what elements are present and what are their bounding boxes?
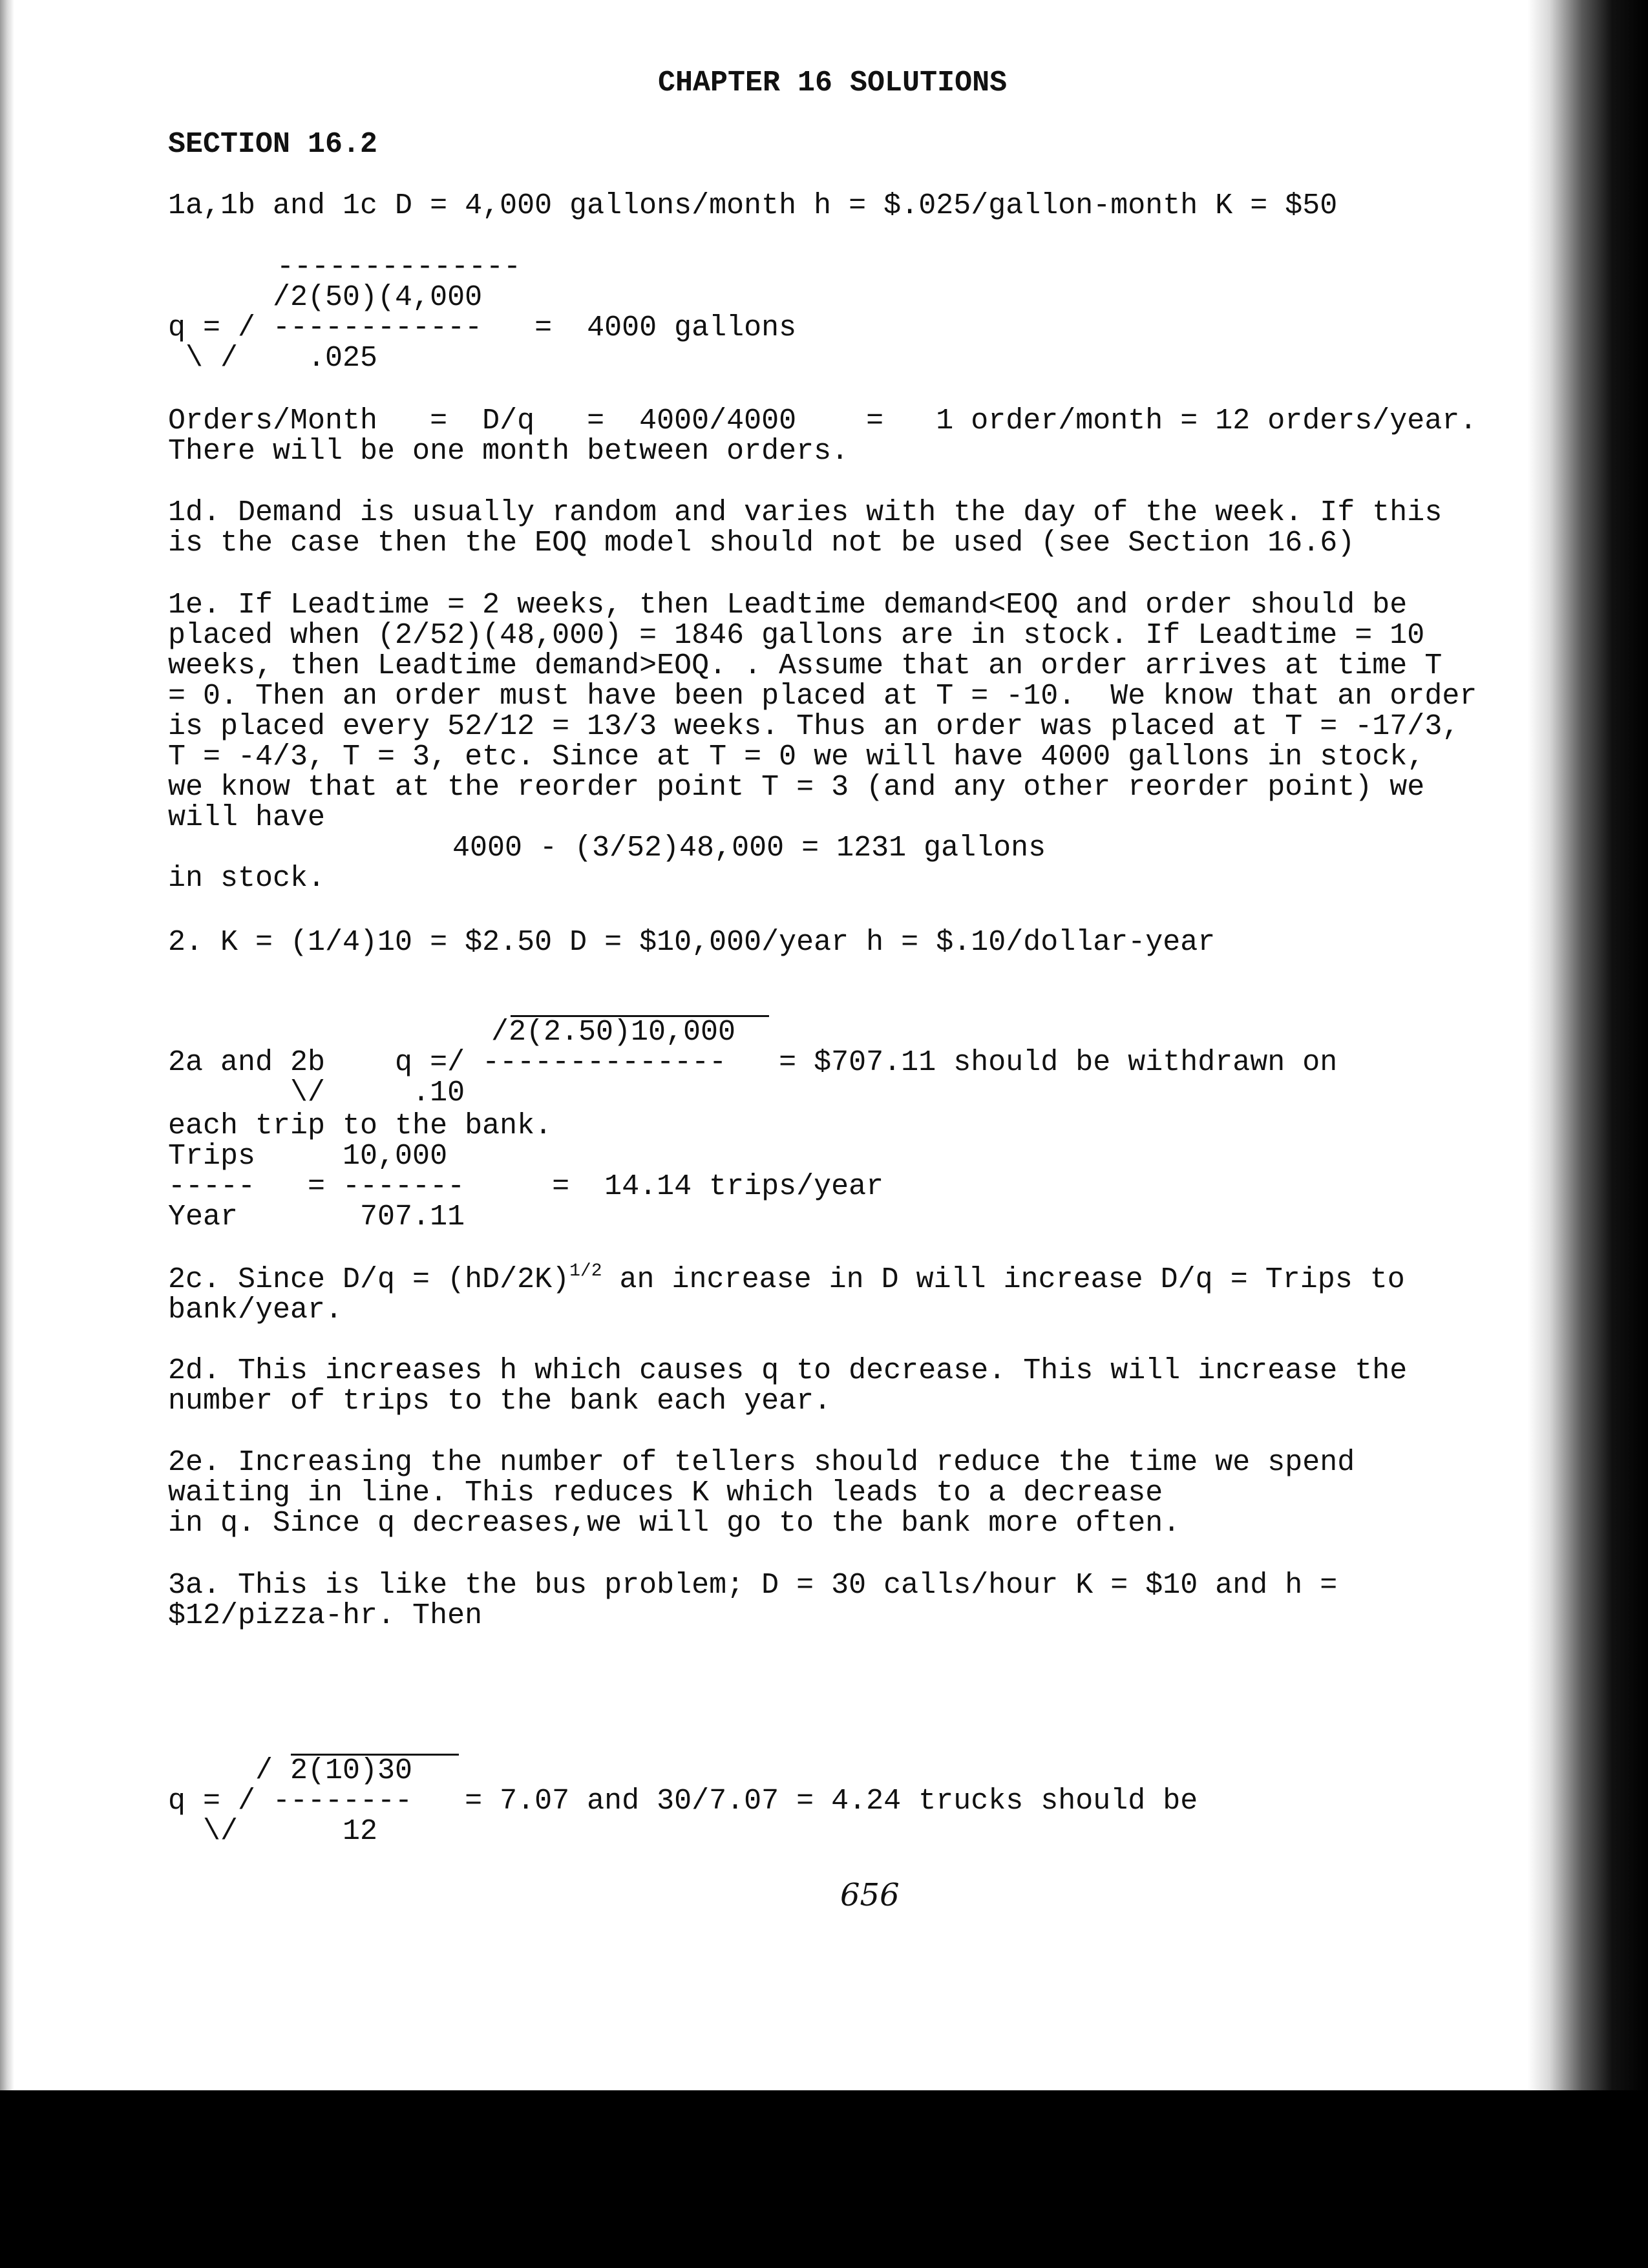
- p1e-line-1: 1e. If Leadtime = 2 weeks, then Leadtime demand<EOQ and order should be: [168, 589, 1408, 622]
- p1e-line-2: placed when (2/52)(48,000) = 1846 gallons are in stock. If Leadtime = 10: [168, 619, 1425, 652]
- trips-equation: ----- = ------- = 14.14 trips/year: [168, 1170, 884, 1203]
- chapter-title: CHAPTER 16 SOLUTIONS: [658, 67, 1008, 100]
- p2d-line-1: 2d. This increases h which causes q to decrease. This will increase the: [168, 1354, 1408, 1387]
- problem-2-given: 2. K = (1/4)10 = $2.50 D = $10,000/year h = $.10/dollar-year: [168, 926, 1216, 959]
- scan-left-edge: [0, 0, 14, 2090]
- p1e-line-10: in stock.: [168, 862, 326, 895]
- p1d-line-2: is the case then the EOQ model should not be used (see Section 16.6): [168, 527, 1355, 560]
- formula-2-equation: 2a and 2b q =/ -------------- = $707.11 should be withdrawn on: [168, 1046, 1338, 1079]
- p1e-line-7: we know that at the reorder point T = 3 (and any other reorder point) we: [168, 771, 1425, 804]
- trips-denominator: Year 707.11: [168, 1201, 465, 1234]
- formula-1-denominator: \ / .025: [168, 342, 378, 375]
- trips-numerator: Trips 10,000: [168, 1140, 448, 1173]
- p2c-exponent: 1/2: [569, 1261, 602, 1281]
- p1e-line-6: T = -4/3, T = 3, etc. Since at T = 0 we will have 4000 gallons in stock,: [168, 740, 1425, 773]
- p1e-line-9: 4000 - (3/52)48,000 = 1231 gallons: [452, 832, 1046, 865]
- p2d-line-2: number of trips to the bank each year.: [168, 1385, 832, 1418]
- orders-line-2: There will be one month between orders.: [168, 435, 849, 468]
- section-title: SECTION 16.2: [168, 128, 378, 161]
- p2e-line-1: 2e. Increasing the number of tellers should reduce the time we spend: [168, 1446, 1355, 1479]
- p1d-line-1: 1d. Demand is usually random and varies with the day of the week. If this: [168, 496, 1442, 529]
- p2c-line-1-post: an increase in D will increase D/q = Trips to: [602, 1263, 1405, 1296]
- p2c-line-1-pre: 2c. Since D/q = (hD/2K): [168, 1263, 570, 1296]
- p3a-line-2: $12/pizza-hr. Then: [168, 1599, 483, 1632]
- formula-3-numerator: / 2(10)30: [168, 1754, 413, 1787]
- p1e-line-5: is placed every 52/12 = 13/3 weeks. Thus an order was placed at T = -17/3,: [168, 710, 1460, 743]
- page-number: 656: [840, 1877, 900, 1913]
- formula-1-equation: q = / ------------ = 4000 gallons: [168, 311, 797, 344]
- p1e-line-3: weeks, then Leadtime demand>EOQ. . Assume that an order arrives at time T: [168, 649, 1442, 682]
- p2c-line-1: [168, 1261, 1405, 1296]
- formula-3-denominator: \/ 12: [168, 1815, 378, 1848]
- formula-3-equation: q = / -------- = 7.07 and 30/7.07 = 4.24 trucks should be: [168, 1785, 1198, 1818]
- p2e-line-3: in q. Since q decreases,we will go to the bank more often.: [168, 1507, 1181, 1540]
- p2c-line-2: bank/year.: [168, 1294, 343, 1327]
- problem-1-given: 1a,1b and 1c D = 4,000 gallons/month h = $.025/gallon-month K = $50: [168, 189, 1338, 222]
- p1e-line-4: = 0. Then an order must have been placed at T = -10. We know that an order: [168, 680, 1477, 713]
- p2e-line-2: waiting in line. This reduces K which leads to a decrease: [168, 1476, 1163, 1509]
- p1e-line-8: will have: [168, 801, 326, 834]
- formula-2-numerator: /2(2.50)10,000: [491, 1016, 736, 1049]
- formula-1-numerator: /2(50)(4,000: [168, 281, 483, 314]
- p3a-line-1: 3a. This is like the bus problem; D = 30 calls/hour K = $10 and h =: [168, 1569, 1338, 1602]
- problem-2-after: each trip to the bank.: [168, 1109, 553, 1142]
- scan-right-shadow: [1528, 0, 1648, 2090]
- formula-1-radical-bar: --------------: [277, 251, 522, 284]
- orders-line-1: Orders/Month = D/q = 4000/4000 = 1 order/month = 12 orders/year.: [168, 404, 1477, 437]
- formula-2-denominator: \/ .10: [168, 1076, 465, 1109]
